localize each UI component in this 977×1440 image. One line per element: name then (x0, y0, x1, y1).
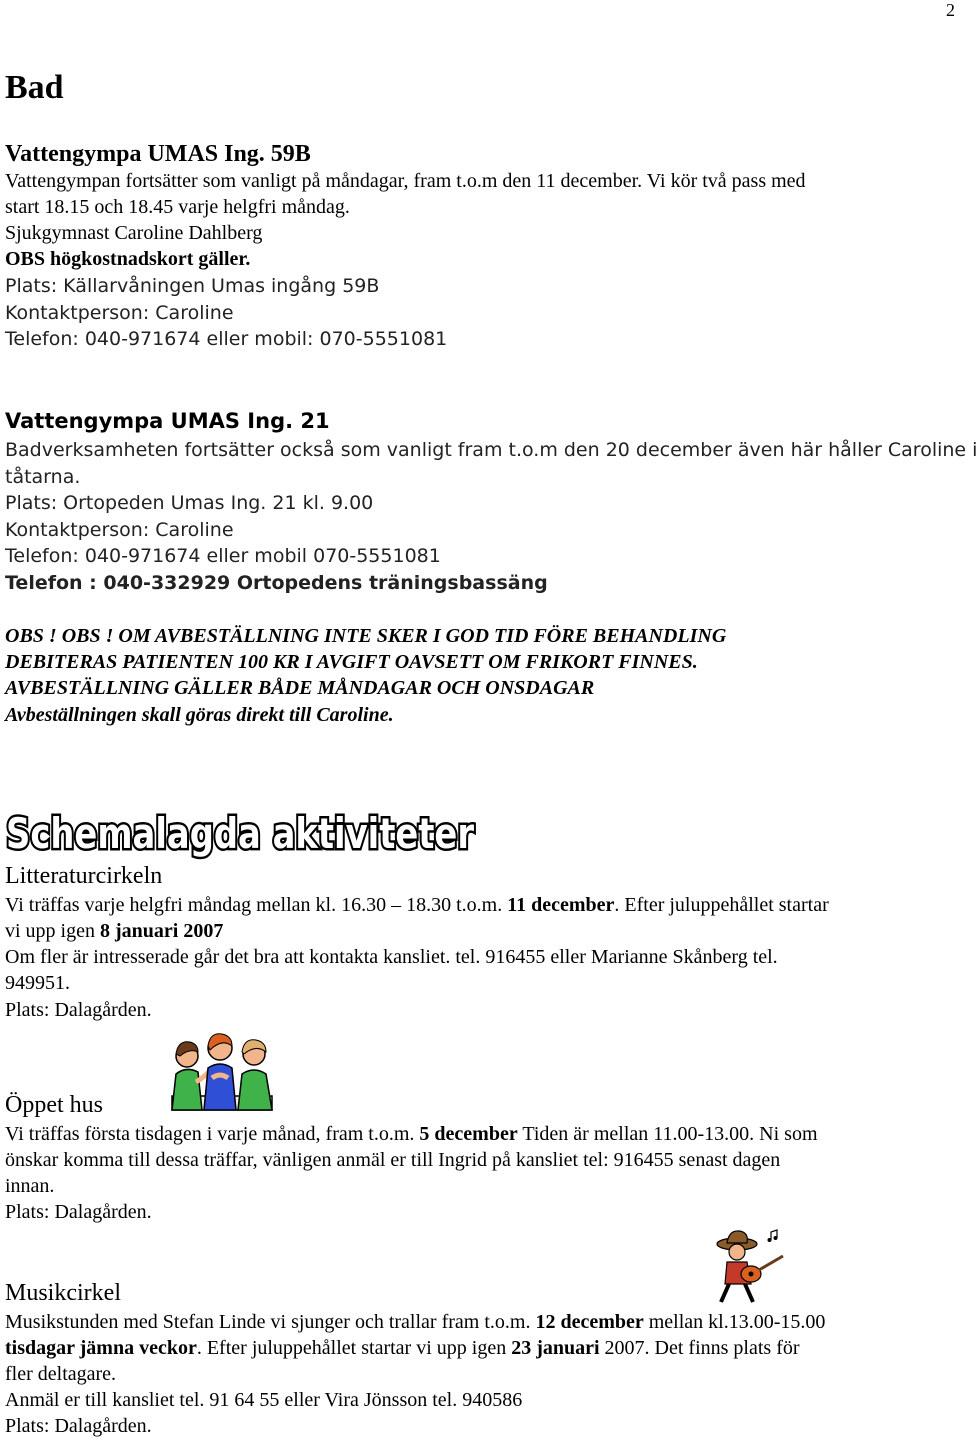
body-line: innan. (5, 1175, 55, 1197)
body-line: önskar komma till dessa träffar, vänligen anmäl er till Ingrid på kansliet tel: 916455 senast dagen (5, 1149, 781, 1171)
body-line: Sjukgymnast Caroline Dahlberg (5, 222, 263, 244)
body-line: 949951. (5, 972, 70, 994)
body-line: Musikstunden med Stefan Linde vi sjunger och trallar fram t.o.m. 12 december mellan kl.13.00-15.00 (5, 1311, 826, 1333)
section-heading-litteraturcirkeln: Litteraturcirkeln (5, 863, 163, 889)
contact-line: Kontaktperson: Caroline (5, 302, 234, 324)
schemalagda-banner (4, 804, 484, 864)
body-line: Om fler är intresserade går det bra att kontakta kansliet. tel. 916455 eller Marianne Skånberg tel. (5, 946, 778, 968)
body-line: fler deltagare. (5, 1363, 117, 1385)
banner-text: Schemalagda aktiviteter (6, 809, 475, 858)
location-line: Plats: Källarvåningen Umas ingång 59B (5, 275, 380, 297)
body-line: start 18.15 och 18.45 varje helgfri måndag. (5, 196, 350, 218)
body-line: vi upp igen 8 januari 2007 (5, 920, 224, 942)
body-line: Vi träffas varje helgfri måndag mellan kl. 16.30 – 18.30 t.o.m. 11 december. Efter juluppehållet startar (5, 894, 829, 916)
body-line: Badverksamheten fortsätter också som vanligt fram t.o.m den 20 december även här håller Caroline i (5, 439, 977, 461)
section-heading-musikcirkel: Musikcirkel (5, 1280, 121, 1306)
location-line: Plats: Dalagården. (5, 1415, 152, 1437)
guitar-player-illustration (705, 1228, 787, 1304)
section-heading-vattengympa-21: Vattengympa UMAS Ing. 21 (5, 409, 330, 433)
people-meeting-illustration (168, 1022, 278, 1114)
body-line: Anmäl er till kansliet tel. 91 64 55 eller Vira Jönsson tel. 940586 (5, 1389, 523, 1411)
page-number: 2 (946, 0, 955, 20)
section-heading-vattengympa-59b: Vattengympa UMAS Ing. 59B (5, 141, 311, 167)
obs-notice-line: OBS ! OBS ! OM AVBESTÄLLNING INTE SKER I GOD TID FÖRE BEHANDLING (5, 625, 727, 647)
body-line-bold: OBS högkostnadskort gäller. (5, 248, 251, 270)
body-line: tåtarna. (5, 466, 81, 488)
obs-notice-line: DEBITERAS PATIENTEN 100 KR I AVGIFT OAVSETT OM FRIKORT FINNES. (5, 651, 698, 673)
obs-notice-line: Avbeställningen skall göras direkt till Caroline. (5, 704, 394, 726)
phone-line: Telefon: 040-971674 eller mobil 070-5551081 (5, 545, 441, 567)
section-heading-oppet-hus: Öppet hus (5, 1092, 103, 1118)
body-line: tisdagar jämna veckor. Efter juluppehållet startar vi upp igen 23 januari 2007. Det finns plats för (5, 1337, 800, 1359)
obs-notice-line: AVBESTÄLLNING GÄLLER BÅDE MÅNDAGAR OCH ONSDAGAR (5, 677, 595, 699)
location-line: Plats: Ortopeden Umas Ing. 21 kl. 9.00 (5, 492, 374, 514)
location-line: Plats: Dalagården. (5, 1201, 152, 1223)
phone-line-bold: Telefon : 040-332929 Ortopedens träningsbassäng (5, 572, 548, 594)
page-title: Bad (5, 69, 64, 106)
body-line: Vattengympan fortsätter som vanligt på måndagar, fram t.o.m den 11 december. Vi kör två pass med (5, 170, 806, 192)
phone-line: Telefon: 040-971674 eller mobil: 070-5551081 (5, 328, 448, 350)
location-line: Plats: Dalagården. (5, 999, 152, 1021)
contact-line: Kontaktperson: Caroline (5, 519, 234, 541)
body-line: Vi träffas första tisdagen i varje månad, fram t.o.m. 5 december Tiden är mellan 11.00-13.00. Ni som (5, 1123, 818, 1145)
